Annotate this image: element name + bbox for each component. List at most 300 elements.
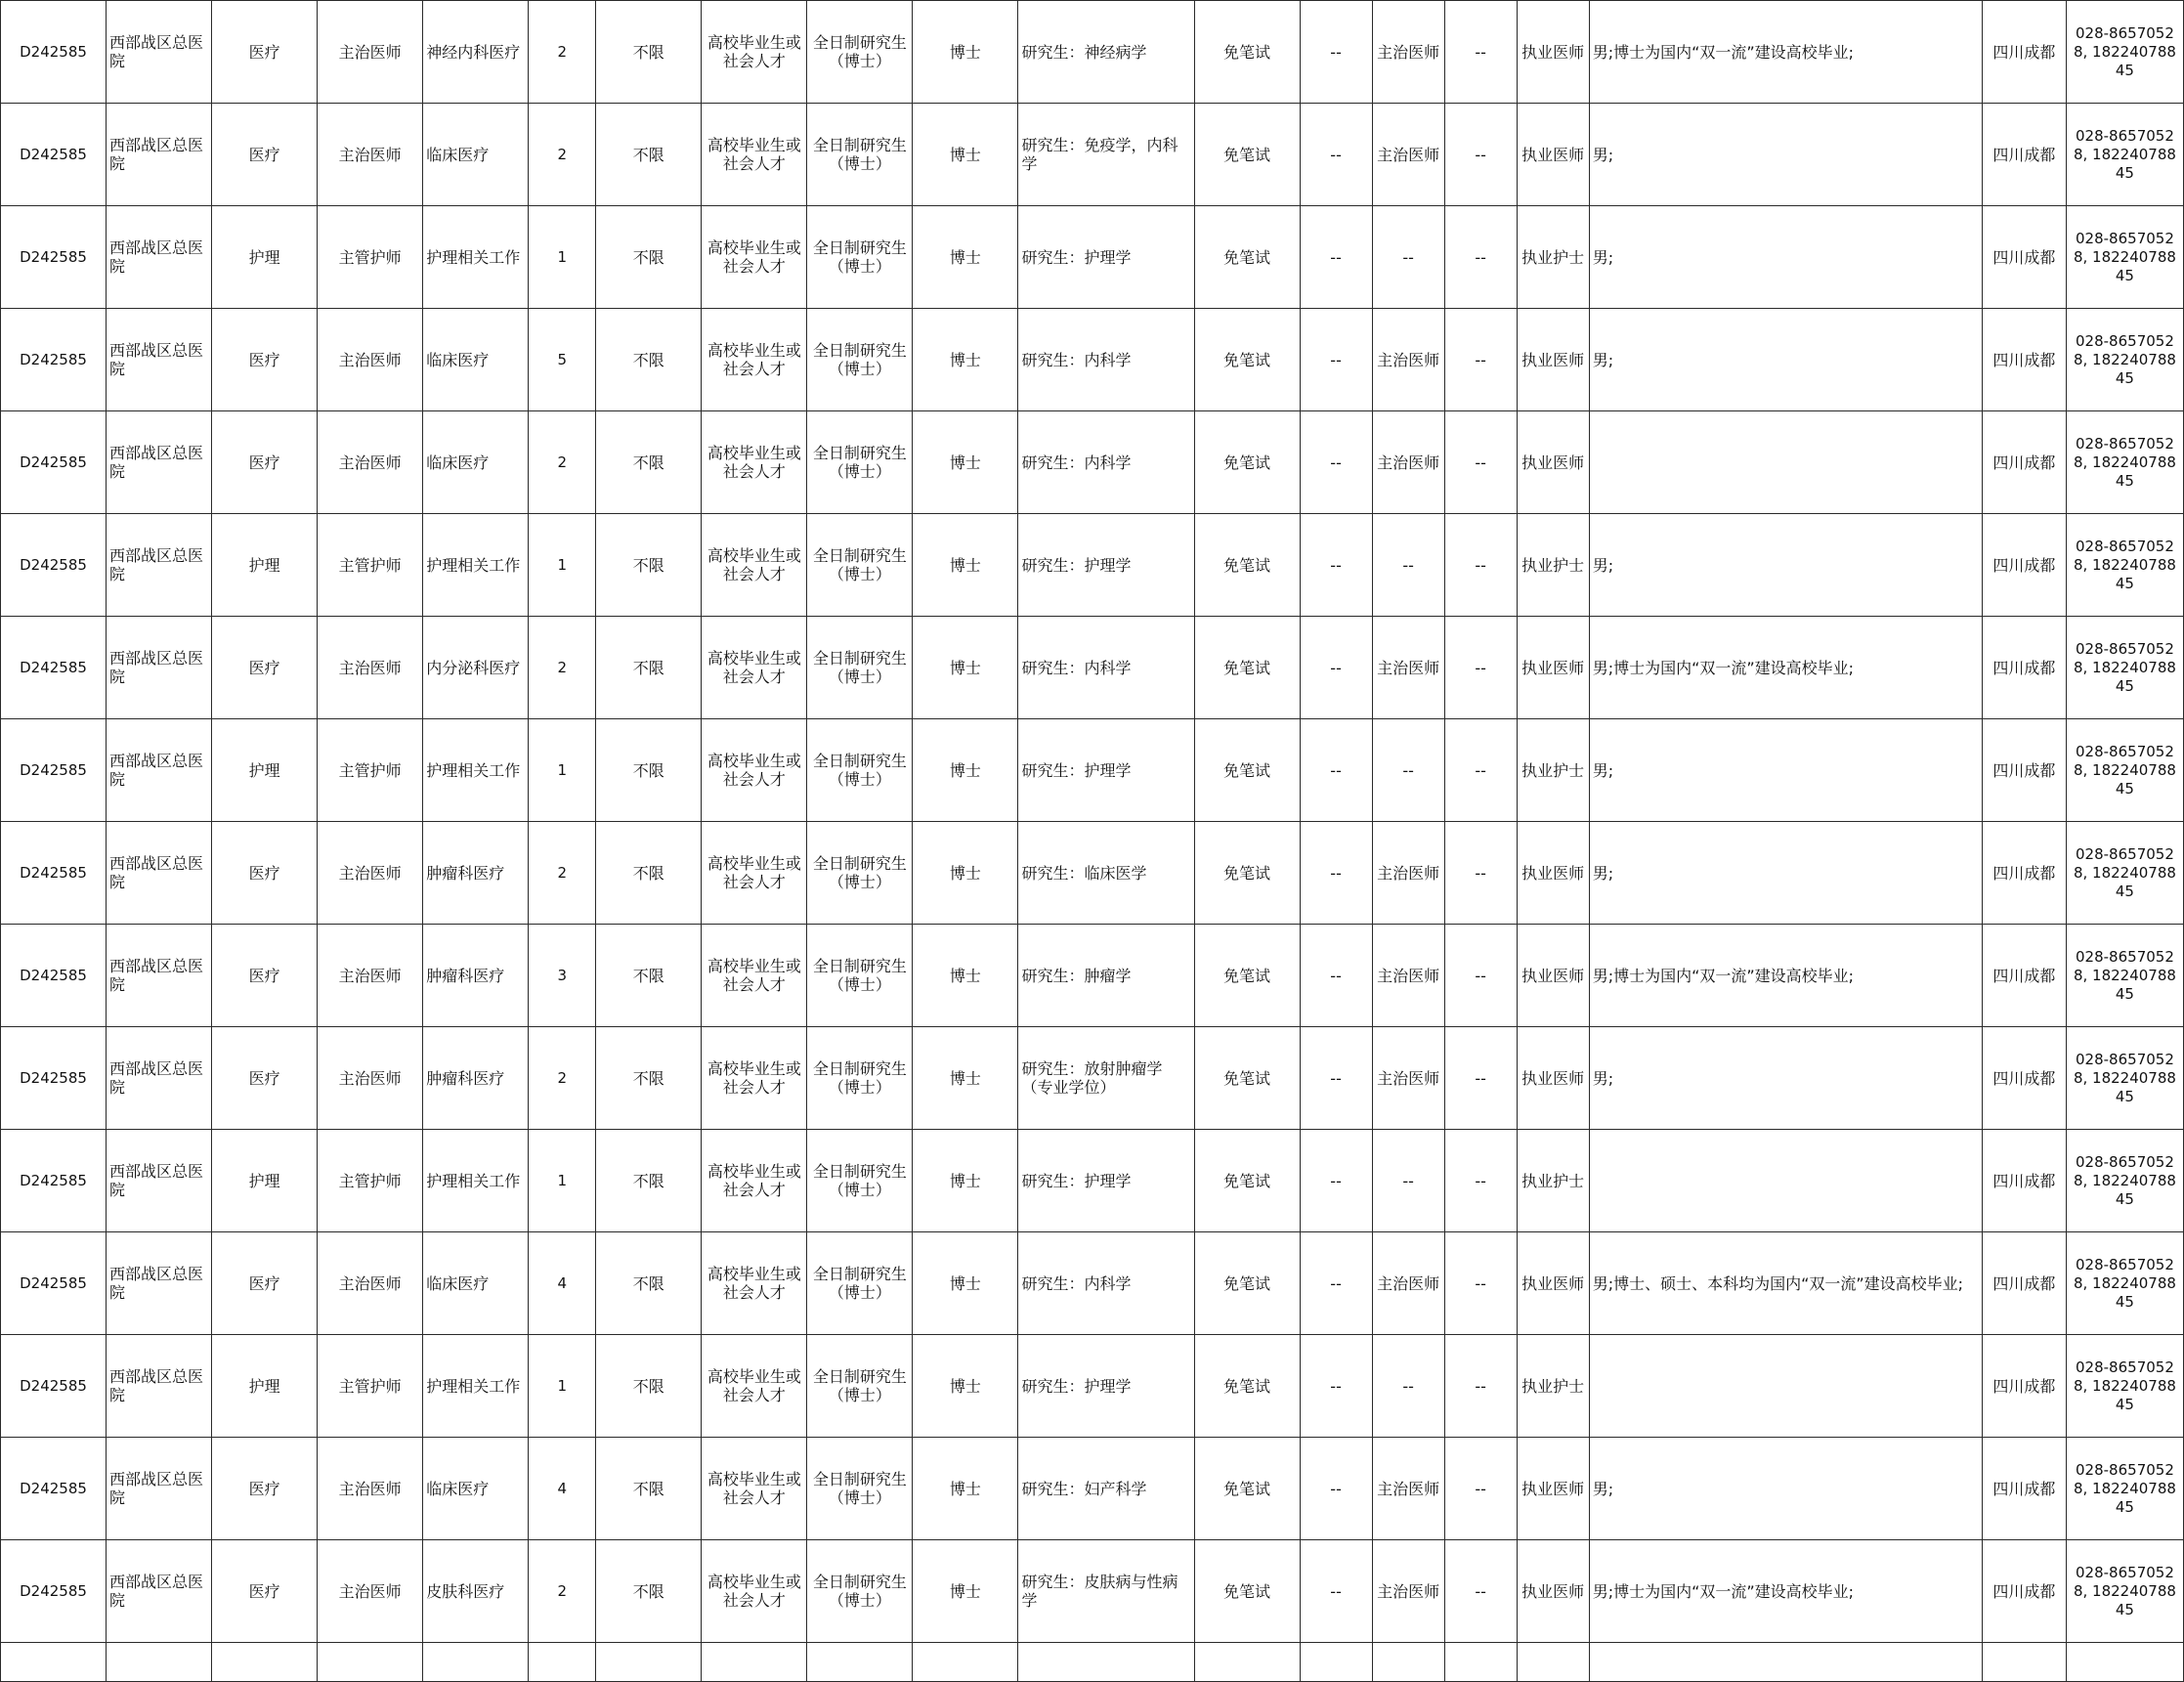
table-row bbox=[1, 1232, 2184, 1335]
empty-cell bbox=[1300, 1643, 1372, 1682]
license-cell: 执业医师 bbox=[1517, 1, 1589, 104]
post-name-cell: 临床医疗 bbox=[423, 309, 529, 411]
category-cell: 医疗 bbox=[212, 925, 318, 1027]
candidate-source-cell: 高校毕业生或社会人才 bbox=[702, 514, 807, 617]
table-row bbox=[1, 1, 2184, 104]
employer-cell: 西部战区总医院 bbox=[107, 925, 212, 1027]
exam-cell: 免笔试 bbox=[1194, 411, 1300, 514]
employer-cell: 西部战区总医院 bbox=[107, 1438, 212, 1540]
headcount-cell: 1 bbox=[529, 206, 596, 309]
headcount-cell: 1 bbox=[529, 1335, 596, 1438]
location-cell: 四川成都 bbox=[1982, 1, 2066, 104]
location-cell: 四川成都 bbox=[1982, 822, 2066, 925]
study-mode-cell: 全日制研究生（博士） bbox=[807, 104, 913, 206]
license-cell: 执业护士 bbox=[1517, 1335, 1589, 1438]
major-cell: 研究生：肿瘤学 bbox=[1018, 925, 1194, 1027]
limit-cell: 不限 bbox=[596, 1335, 702, 1438]
category-cell: 医疗 bbox=[212, 617, 318, 719]
employer-cell: 西部战区总医院 bbox=[107, 1130, 212, 1232]
study-mode-cell: 全日制研究生（博士） bbox=[807, 411, 913, 514]
category-cell: 护理 bbox=[212, 1335, 318, 1438]
job-title-cell: 主管护师 bbox=[318, 1335, 423, 1438]
remark-cell: 男; bbox=[1589, 1438, 1982, 1540]
location-cell: 四川成都 bbox=[1982, 1027, 2066, 1130]
location-cell: 四川成都 bbox=[1982, 1335, 2066, 1438]
remark-cell: 男; bbox=[1589, 1027, 1982, 1130]
exam-cell: 免笔试 bbox=[1194, 719, 1300, 822]
headcount-cell: 2 bbox=[529, 104, 596, 206]
position-code-cell: D242585 bbox=[1, 1130, 107, 1232]
exam-cell: 免笔试 bbox=[1194, 1, 1300, 104]
employer-cell: 西部战区总医院 bbox=[107, 411, 212, 514]
position-code-cell: D242585 bbox=[1, 514, 107, 617]
position-code-cell: D242585 bbox=[1, 617, 107, 719]
post-name-cell: 护理相关工作 bbox=[423, 1130, 529, 1232]
location-cell: 四川成都 bbox=[1982, 1232, 2066, 1335]
location-cell: 四川成都 bbox=[1982, 1130, 2066, 1232]
degree-cell: 博士 bbox=[913, 411, 1018, 514]
extra-req-cell: -- bbox=[1300, 206, 1372, 309]
post-name-cell: 护理相关工作 bbox=[423, 514, 529, 617]
degree-cell: 博士 bbox=[913, 1130, 1018, 1232]
table-row-partial bbox=[1, 1643, 2184, 1682]
license-cell: 执业医师 bbox=[1517, 104, 1589, 206]
candidate-source-cell: 高校毕业生或社会人才 bbox=[702, 1, 807, 104]
position-code-cell: D242585 bbox=[1, 206, 107, 309]
headcount-cell: 2 bbox=[529, 1540, 596, 1643]
table-row bbox=[1, 309, 2184, 411]
extra-req-cell: -- bbox=[1300, 1232, 1372, 1335]
employer-cell: 西部战区总医院 bbox=[107, 514, 212, 617]
major-cell: 研究生：免疫学，内科学 bbox=[1018, 104, 1194, 206]
limit-cell: 不限 bbox=[596, 206, 702, 309]
exam-cell: 免笔试 bbox=[1194, 1438, 1300, 1540]
candidate-source-cell: 高校毕业生或社会人才 bbox=[702, 1130, 807, 1232]
job-title-cell: 主治医师 bbox=[318, 1, 423, 104]
category-cell: 医疗 bbox=[212, 1438, 318, 1540]
extra-req2-cell: -- bbox=[1444, 309, 1517, 411]
major-cell: 研究生：护理学 bbox=[1018, 1130, 1194, 1232]
category-cell: 护理 bbox=[212, 514, 318, 617]
extra-req-cell: -- bbox=[1300, 1, 1372, 104]
candidate-source-cell: 高校毕业生或社会人才 bbox=[702, 617, 807, 719]
post-name-cell: 神经内科医疗 bbox=[423, 1, 529, 104]
exam-cell: 免笔试 bbox=[1194, 822, 1300, 925]
remark-cell: 男; bbox=[1589, 206, 1982, 309]
extra-req-cell: -- bbox=[1300, 411, 1372, 514]
location-cell: 四川成都 bbox=[1982, 617, 2066, 719]
job-title-cell: 主管护师 bbox=[318, 1130, 423, 1232]
contact-cell: 028-86570528, 18224078845 bbox=[2066, 1540, 2183, 1643]
position-code-cell: D242585 bbox=[1, 104, 107, 206]
table-row bbox=[1, 822, 2184, 925]
extra-req2-cell: -- bbox=[1444, 1438, 1517, 1540]
remark-cell: 男; bbox=[1589, 822, 1982, 925]
headcount-cell: 1 bbox=[529, 1130, 596, 1232]
location-cell: 四川成都 bbox=[1982, 206, 2066, 309]
degree-cell: 博士 bbox=[913, 1232, 1018, 1335]
category-cell: 护理 bbox=[212, 206, 318, 309]
major-cell: 研究生：护理学 bbox=[1018, 719, 1194, 822]
exam-cell: 免笔试 bbox=[1194, 206, 1300, 309]
exam-cell: 免笔试 bbox=[1194, 514, 1300, 617]
limit-cell: 不限 bbox=[596, 1130, 702, 1232]
professional-title-cell: -- bbox=[1372, 514, 1444, 617]
contact-cell: 028-86570528, 18224078845 bbox=[2066, 1438, 2183, 1540]
employer-cell: 西部战区总医院 bbox=[107, 1, 212, 104]
remark-cell: 男; bbox=[1589, 104, 1982, 206]
study-mode-cell: 全日制研究生（博士） bbox=[807, 309, 913, 411]
extra-req2-cell: -- bbox=[1444, 719, 1517, 822]
degree-cell: 博士 bbox=[913, 1335, 1018, 1438]
extra-req-cell: -- bbox=[1300, 514, 1372, 617]
limit-cell: 不限 bbox=[596, 617, 702, 719]
empty-cell bbox=[318, 1643, 423, 1682]
limit-cell: 不限 bbox=[596, 1027, 702, 1130]
table-body bbox=[1, 1, 2184, 1682]
employer-cell: 西部战区总医院 bbox=[107, 822, 212, 925]
study-mode-cell: 全日制研究生（博士） bbox=[807, 514, 913, 617]
employer-cell: 西部战区总医院 bbox=[107, 104, 212, 206]
empty-cell bbox=[1589, 1643, 1982, 1682]
category-cell: 医疗 bbox=[212, 1232, 318, 1335]
professional-title-cell: 主治医师 bbox=[1372, 104, 1444, 206]
position-code-cell: D242585 bbox=[1, 411, 107, 514]
position-code-cell: D242585 bbox=[1, 1, 107, 104]
contact-cell: 028-86570528, 18224078845 bbox=[2066, 206, 2183, 309]
empty-cell bbox=[702, 1643, 807, 1682]
professional-title-cell: -- bbox=[1372, 719, 1444, 822]
contact-cell: 028-86570528, 18224078845 bbox=[2066, 309, 2183, 411]
location-cell: 四川成都 bbox=[1982, 719, 2066, 822]
category-cell: 护理 bbox=[212, 719, 318, 822]
extra-req-cell: -- bbox=[1300, 1335, 1372, 1438]
candidate-source-cell: 高校毕业生或社会人才 bbox=[702, 309, 807, 411]
location-cell: 四川成都 bbox=[1982, 514, 2066, 617]
job-title-cell: 主治医师 bbox=[318, 822, 423, 925]
category-cell: 医疗 bbox=[212, 822, 318, 925]
study-mode-cell: 全日制研究生（博士） bbox=[807, 617, 913, 719]
study-mode-cell: 全日制研究生（博士） bbox=[807, 1130, 913, 1232]
empty-cell bbox=[1372, 1643, 1444, 1682]
degree-cell: 博士 bbox=[913, 104, 1018, 206]
extra-req-cell: -- bbox=[1300, 1438, 1372, 1540]
limit-cell: 不限 bbox=[596, 1540, 702, 1643]
location-cell: 四川成都 bbox=[1982, 925, 2066, 1027]
headcount-cell: 4 bbox=[529, 1438, 596, 1540]
professional-title-cell: -- bbox=[1372, 1130, 1444, 1232]
exam-cell: 免笔试 bbox=[1194, 1027, 1300, 1130]
degree-cell: 博士 bbox=[913, 719, 1018, 822]
post-name-cell: 肿瘤科医疗 bbox=[423, 1027, 529, 1130]
post-name-cell: 护理相关工作 bbox=[423, 719, 529, 822]
license-cell: 执业护士 bbox=[1517, 206, 1589, 309]
limit-cell: 不限 bbox=[596, 411, 702, 514]
extra-req-cell: -- bbox=[1300, 1540, 1372, 1643]
job-title-cell: 主治医师 bbox=[318, 925, 423, 1027]
extra-req-cell: -- bbox=[1300, 822, 1372, 925]
position-code-cell: D242585 bbox=[1, 1027, 107, 1130]
job-title-cell: 主管护师 bbox=[318, 719, 423, 822]
job-title-cell: 主治医师 bbox=[318, 1540, 423, 1643]
license-cell: 执业医师 bbox=[1517, 617, 1589, 719]
position-code-cell: D242585 bbox=[1, 719, 107, 822]
professional-title-cell: 主治医师 bbox=[1372, 1540, 1444, 1643]
category-cell: 护理 bbox=[212, 1130, 318, 1232]
study-mode-cell: 全日制研究生（博士） bbox=[807, 1540, 913, 1643]
category-cell: 医疗 bbox=[212, 411, 318, 514]
location-cell: 四川成都 bbox=[1982, 104, 2066, 206]
position-code-cell: D242585 bbox=[1, 1335, 107, 1438]
empty-cell bbox=[1018, 1643, 1194, 1682]
limit-cell: 不限 bbox=[596, 514, 702, 617]
study-mode-cell: 全日制研究生（博士） bbox=[807, 925, 913, 1027]
extra-req2-cell: -- bbox=[1444, 206, 1517, 309]
candidate-source-cell: 高校毕业生或社会人才 bbox=[702, 1335, 807, 1438]
degree-cell: 博士 bbox=[913, 822, 1018, 925]
headcount-cell: 1 bbox=[529, 514, 596, 617]
employer-cell: 西部战区总医院 bbox=[107, 309, 212, 411]
post-name-cell: 护理相关工作 bbox=[423, 1335, 529, 1438]
extra-req-cell: -- bbox=[1300, 1130, 1372, 1232]
candidate-source-cell: 高校毕业生或社会人才 bbox=[702, 1540, 807, 1643]
contact-cell: 028-86570528, 18224078845 bbox=[2066, 514, 2183, 617]
headcount-cell: 3 bbox=[529, 925, 596, 1027]
extra-req2-cell: -- bbox=[1444, 1130, 1517, 1232]
exam-cell: 免笔试 bbox=[1194, 925, 1300, 1027]
professional-title-cell: 主治医师 bbox=[1372, 1027, 1444, 1130]
job-title-cell: 主治医师 bbox=[318, 1232, 423, 1335]
employer-cell: 西部战区总医院 bbox=[107, 1027, 212, 1130]
candidate-source-cell: 高校毕业生或社会人才 bbox=[702, 206, 807, 309]
major-cell: 研究生：内科学 bbox=[1018, 617, 1194, 719]
job-title-cell: 主治医师 bbox=[318, 1438, 423, 1540]
job-title-cell: 主治医师 bbox=[318, 1027, 423, 1130]
remark-cell bbox=[1589, 1130, 1982, 1232]
candidate-source-cell: 高校毕业生或社会人才 bbox=[702, 1232, 807, 1335]
post-name-cell: 护理相关工作 bbox=[423, 206, 529, 309]
limit-cell: 不限 bbox=[596, 104, 702, 206]
category-cell: 医疗 bbox=[212, 1, 318, 104]
degree-cell: 博士 bbox=[913, 1438, 1018, 1540]
license-cell: 执业医师 bbox=[1517, 411, 1589, 514]
contact-cell: 028-86570528, 18224078845 bbox=[2066, 104, 2183, 206]
position-code-cell: D242585 bbox=[1, 822, 107, 925]
extra-req2-cell: -- bbox=[1444, 617, 1517, 719]
employer-cell: 西部战区总医院 bbox=[107, 1335, 212, 1438]
table-row bbox=[1, 617, 2184, 719]
major-cell: 研究生：放射肿瘤学（专业学位） bbox=[1018, 1027, 1194, 1130]
contact-cell: 028-86570528, 18224078845 bbox=[2066, 1232, 2183, 1335]
extra-req-cell: -- bbox=[1300, 309, 1372, 411]
contact-cell: 028-86570528, 18224078845 bbox=[2066, 1335, 2183, 1438]
license-cell: 执业医师 bbox=[1517, 1027, 1589, 1130]
exam-cell: 免笔试 bbox=[1194, 1540, 1300, 1643]
location-cell: 四川成都 bbox=[1982, 1438, 2066, 1540]
extra-req2-cell: -- bbox=[1444, 1335, 1517, 1438]
contact-cell: 028-86570528, 18224078845 bbox=[2066, 719, 2183, 822]
limit-cell: 不限 bbox=[596, 822, 702, 925]
post-name-cell: 临床医疗 bbox=[423, 1232, 529, 1335]
exam-cell: 免笔试 bbox=[1194, 1232, 1300, 1335]
extra-req2-cell: -- bbox=[1444, 411, 1517, 514]
table-row bbox=[1, 1027, 2184, 1130]
post-name-cell: 肿瘤科医疗 bbox=[423, 925, 529, 1027]
study-mode-cell: 全日制研究生（博士） bbox=[807, 1, 913, 104]
extra-req-cell: -- bbox=[1300, 719, 1372, 822]
candidate-source-cell: 高校毕业生或社会人才 bbox=[702, 1438, 807, 1540]
degree-cell: 博士 bbox=[913, 1027, 1018, 1130]
category-cell: 医疗 bbox=[212, 1540, 318, 1643]
contact-cell: 028-86570528, 18224078845 bbox=[2066, 617, 2183, 719]
major-cell: 研究生：皮肤病与性病学 bbox=[1018, 1540, 1194, 1643]
remark-cell: 男;博士为国内“双一流”建设高校毕业; bbox=[1589, 925, 1982, 1027]
study-mode-cell: 全日制研究生（博士） bbox=[807, 1335, 913, 1438]
post-name-cell: 皮肤科医疗 bbox=[423, 1540, 529, 1643]
remark-cell: 男;博士为国内“双一流”建设高校毕业; bbox=[1589, 1, 1982, 104]
post-name-cell: 临床医疗 bbox=[423, 1438, 529, 1540]
empty-cell bbox=[596, 1643, 702, 1682]
employer-cell: 西部战区总医院 bbox=[107, 719, 212, 822]
empty-cell bbox=[913, 1643, 1018, 1682]
professional-title-cell: 主治医师 bbox=[1372, 309, 1444, 411]
position-code-cell: D242585 bbox=[1, 309, 107, 411]
empty-cell bbox=[212, 1643, 318, 1682]
study-mode-cell: 全日制研究生（博士） bbox=[807, 1232, 913, 1335]
study-mode-cell: 全日制研究生（博士） bbox=[807, 1027, 913, 1130]
exam-cell: 免笔试 bbox=[1194, 104, 1300, 206]
location-cell: 四川成都 bbox=[1982, 1540, 2066, 1643]
extra-req2-cell: -- bbox=[1444, 1232, 1517, 1335]
empty-cell bbox=[1194, 1643, 1300, 1682]
extra-req-cell: -- bbox=[1300, 104, 1372, 206]
empty-cell bbox=[1444, 1643, 1517, 1682]
study-mode-cell: 全日制研究生（博士） bbox=[807, 1438, 913, 1540]
major-cell: 研究生：内科学 bbox=[1018, 411, 1194, 514]
remark-cell: 男; bbox=[1589, 514, 1982, 617]
post-name-cell: 肿瘤科医疗 bbox=[423, 822, 529, 925]
study-mode-cell: 全日制研究生（博士） bbox=[807, 206, 913, 309]
empty-cell bbox=[1, 1643, 107, 1682]
limit-cell: 不限 bbox=[596, 1438, 702, 1540]
table-row bbox=[1, 1540, 2184, 1643]
professional-title-cell: 主治医师 bbox=[1372, 822, 1444, 925]
post-name-cell: 内分泌科医疗 bbox=[423, 617, 529, 719]
contact-cell: 028-86570528, 18224078845 bbox=[2066, 822, 2183, 925]
exam-cell: 免笔试 bbox=[1194, 617, 1300, 719]
position-code-cell: D242585 bbox=[1, 1540, 107, 1643]
exam-cell: 免笔试 bbox=[1194, 309, 1300, 411]
candidate-source-cell: 高校毕业生或社会人才 bbox=[702, 822, 807, 925]
remark-cell bbox=[1589, 1335, 1982, 1438]
headcount-cell: 5 bbox=[529, 309, 596, 411]
employer-cell: 西部战区总医院 bbox=[107, 617, 212, 719]
job-title-cell: 主治医师 bbox=[318, 309, 423, 411]
contact-cell: 028-86570528, 18224078845 bbox=[2066, 1027, 2183, 1130]
professional-title-cell: 主治医师 bbox=[1372, 1438, 1444, 1540]
study-mode-cell: 全日制研究生（博士） bbox=[807, 719, 913, 822]
professional-title-cell: 主治医师 bbox=[1372, 925, 1444, 1027]
category-cell: 医疗 bbox=[212, 309, 318, 411]
position-code-cell: D242585 bbox=[1, 925, 107, 1027]
exam-cell: 免笔试 bbox=[1194, 1335, 1300, 1438]
table-row bbox=[1, 514, 2184, 617]
candidate-source-cell: 高校毕业生或社会人才 bbox=[702, 719, 807, 822]
candidate-source-cell: 高校毕业生或社会人才 bbox=[702, 925, 807, 1027]
headcount-cell: 1 bbox=[529, 719, 596, 822]
table-row bbox=[1, 1130, 2184, 1232]
extra-req2-cell: -- bbox=[1444, 822, 1517, 925]
professional-title-cell: 主治医师 bbox=[1372, 1, 1444, 104]
empty-cell bbox=[107, 1643, 212, 1682]
degree-cell: 博士 bbox=[913, 514, 1018, 617]
job-title-cell: 主治医师 bbox=[318, 411, 423, 514]
limit-cell: 不限 bbox=[596, 719, 702, 822]
contact-cell: 028-86570528, 18224078845 bbox=[2066, 1130, 2183, 1232]
candidate-source-cell: 高校毕业生或社会人才 bbox=[702, 411, 807, 514]
empty-cell bbox=[2066, 1643, 2183, 1682]
contact-cell: 028-86570528, 18224078845 bbox=[2066, 1, 2183, 104]
extra-req-cell: -- bbox=[1300, 925, 1372, 1027]
candidate-source-cell: 高校毕业生或社会人才 bbox=[702, 1027, 807, 1130]
degree-cell: 博士 bbox=[913, 1, 1018, 104]
table-row bbox=[1, 1335, 2184, 1438]
professional-title-cell: -- bbox=[1372, 1335, 1444, 1438]
headcount-cell: 2 bbox=[529, 617, 596, 719]
employer-cell: 西部战区总医院 bbox=[107, 1540, 212, 1643]
degree-cell: 博士 bbox=[913, 309, 1018, 411]
extra-req2-cell: -- bbox=[1444, 514, 1517, 617]
job-title-cell: 主管护师 bbox=[318, 514, 423, 617]
major-cell: 研究生：护理学 bbox=[1018, 514, 1194, 617]
extra-req2-cell: -- bbox=[1444, 1027, 1517, 1130]
remark-cell: 男; bbox=[1589, 719, 1982, 822]
license-cell: 执业医师 bbox=[1517, 925, 1589, 1027]
headcount-cell: 2 bbox=[529, 1, 596, 104]
license-cell: 执业医师 bbox=[1517, 1540, 1589, 1643]
major-cell: 研究生：神经病学 bbox=[1018, 1, 1194, 104]
table-row bbox=[1, 206, 2184, 309]
license-cell: 执业医师 bbox=[1517, 1232, 1589, 1335]
license-cell: 执业护士 bbox=[1517, 1130, 1589, 1232]
license-cell: 执业医师 bbox=[1517, 1438, 1589, 1540]
license-cell: 执业医师 bbox=[1517, 822, 1589, 925]
candidate-source-cell: 高校毕业生或社会人才 bbox=[702, 104, 807, 206]
limit-cell: 不限 bbox=[596, 1232, 702, 1335]
professional-title-cell: 主治医师 bbox=[1372, 617, 1444, 719]
study-mode-cell: 全日制研究生（博士） bbox=[807, 822, 913, 925]
position-code-cell: D242585 bbox=[1, 1438, 107, 1540]
empty-cell bbox=[529, 1643, 596, 1682]
category-cell: 医疗 bbox=[212, 104, 318, 206]
post-name-cell: 临床医疗 bbox=[423, 411, 529, 514]
remark-cell: 男; bbox=[1589, 309, 1982, 411]
category-cell: 医疗 bbox=[212, 1027, 318, 1130]
extra-req2-cell: -- bbox=[1444, 1, 1517, 104]
license-cell: 执业医师 bbox=[1517, 309, 1589, 411]
location-cell: 四川成都 bbox=[1982, 411, 2066, 514]
post-name-cell: 临床医疗 bbox=[423, 104, 529, 206]
table-row bbox=[1, 411, 2184, 514]
remark-cell: 男;博士、硕士、本科均为国内“双一流”建设高校毕业; bbox=[1589, 1232, 1982, 1335]
table-row bbox=[1, 104, 2184, 206]
degree-cell: 博士 bbox=[913, 206, 1018, 309]
major-cell: 研究生：护理学 bbox=[1018, 1335, 1194, 1438]
major-cell: 研究生：临床医学 bbox=[1018, 822, 1194, 925]
limit-cell: 不限 bbox=[596, 925, 702, 1027]
degree-cell: 博士 bbox=[913, 1540, 1018, 1643]
degree-cell: 博士 bbox=[913, 617, 1018, 719]
